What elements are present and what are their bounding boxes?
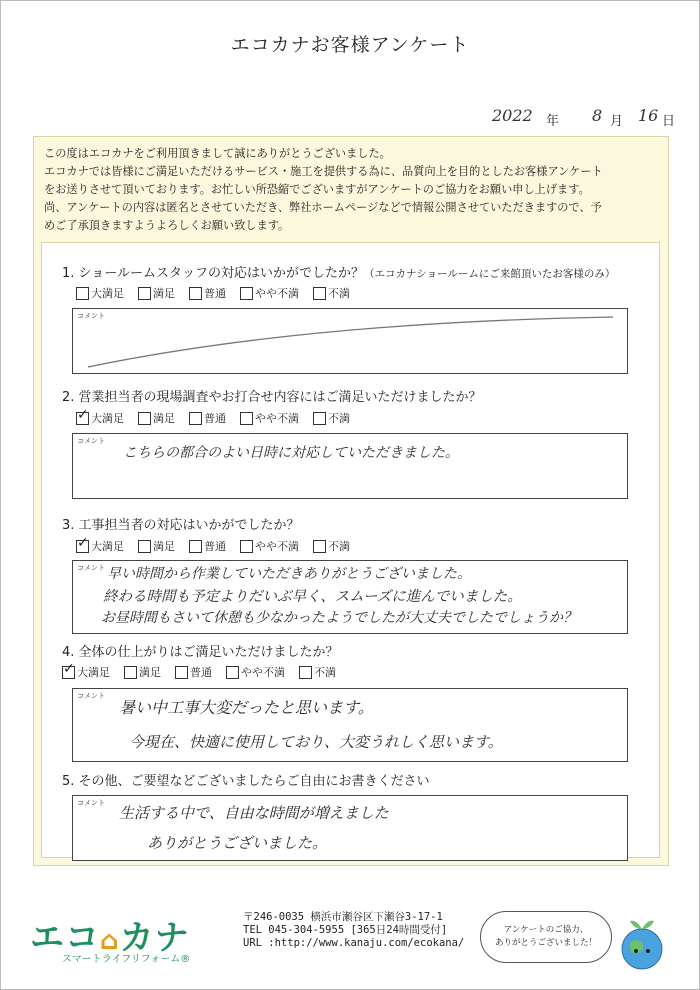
checkbox[interactable] xyxy=(240,540,253,553)
option-neutral[interactable] xyxy=(189,285,226,301)
pen-stroke xyxy=(73,309,627,373)
comment-label: コメント xyxy=(77,437,105,445)
option-label: 普通 xyxy=(204,412,226,425)
option-dissatisfied[interactable] xyxy=(313,410,350,426)
option-label: 大満足 xyxy=(91,412,124,425)
checkbox[interactable] xyxy=(240,287,253,300)
comment-line: 生活する中で、自由な時間が増えました xyxy=(119,804,389,822)
question-4: 4. 全体の仕上がりはご満足いただけましたか？ xyxy=(62,645,339,660)
comment-box-4[interactable] xyxy=(72,688,628,762)
option-label: 満足 xyxy=(153,412,175,425)
option-neutral[interactable] xyxy=(189,410,226,426)
checkbox[interactable] xyxy=(299,666,312,679)
question-3: 3. 工事担当者の対応はいかがでしたか？ xyxy=(62,518,300,533)
comment-line: お昼時間もさいて休憩も少なかったようでしたが大丈夫でしたでしょうか？ xyxy=(101,610,577,626)
comment-box-5[interactable] xyxy=(72,795,628,861)
option-label: 大満足 xyxy=(91,287,124,300)
checkbox[interactable] xyxy=(189,287,202,300)
date-year[interactable]: 2022 xyxy=(492,106,533,125)
option-label: 大満足 xyxy=(91,540,124,553)
option-very-satisfied[interactable] xyxy=(76,285,124,301)
question-2: 2. 営業担当者の現場調査やお打合せ内容にはご満足いただけましたか？ xyxy=(62,390,482,405)
option-neutral[interactable] xyxy=(189,538,226,554)
checkbox[interactable] xyxy=(189,412,202,425)
option-dissatisfied[interactable] xyxy=(313,285,350,301)
checkbox[interactable] xyxy=(138,287,151,300)
earth-mascot-icon xyxy=(612,913,672,975)
comment-line: こちらの都合のよい日時に対応していただきました。 xyxy=(123,445,459,461)
logo-subtitle: スマートライフリフォーム® xyxy=(62,954,191,965)
comment-line: 早い時間から作業していただきありがとうございました。 xyxy=(107,566,471,582)
option-satisfied[interactable] xyxy=(138,410,175,426)
checkbox[interactable] xyxy=(313,412,326,425)
checkbox[interactable] xyxy=(124,666,137,679)
checkbox[interactable] xyxy=(138,540,151,553)
checkbox[interactable] xyxy=(226,666,239,679)
option-very-satisfied[interactable] xyxy=(76,538,124,554)
comment-box-1[interactable] xyxy=(72,308,628,374)
option-label: 大満足 xyxy=(77,666,110,679)
date-year-suffix: 年 xyxy=(546,114,560,129)
checkbox-checked[interactable] xyxy=(76,412,89,425)
date-day[interactable]: 16 xyxy=(638,106,659,125)
question-1-note: （エコカナショールームにご来館頂いたお客様のみ） xyxy=(364,268,616,280)
question-1 xyxy=(62,262,615,281)
date-month[interactable]: 8 xyxy=(592,106,603,125)
option-label: やや不満 xyxy=(241,666,285,679)
page-title: エコカナお客様アンケート xyxy=(230,34,470,56)
footer xyxy=(0,905,700,985)
options-q2 xyxy=(76,410,350,426)
house-icon: ⌂ xyxy=(100,926,120,956)
option-label: 普通 xyxy=(204,540,226,553)
option-dissatisfied[interactable] xyxy=(299,664,336,680)
checkbox-checked[interactable] xyxy=(62,666,75,679)
thanks-bubble: アンケートのご協力、 ありがとうございました！ xyxy=(480,911,612,963)
option-neutral[interactable] xyxy=(175,664,212,680)
option-satisfied[interactable] xyxy=(124,664,161,680)
intro-text: この度はエコカナをご利用頂きまして誠にありがとうございました。 エコカナでは皆様にご満足いただけるサービス・施工を提供する為に、品質向上を目的としたお客様アンケート をお送りさせて頂いております。お忙しい所恐縮でございますがアンケートのご協力をお願い申し上げます。 尚、アンケートの内容は匿名とさせていただき、弊社ホームページなどで情報公開させていただきますので、予 めご了承頂きますようよろしくお願い致します。 xyxy=(44,147,603,232)
company-address: 〒246-0035 横浜市瀬谷区下瀬谷3-17-1 TEL 045-304-5955 [365日24時間受付] URL :http://www.kanaju.com/ecokana/ xyxy=(243,911,465,949)
checkbox[interactable] xyxy=(175,666,188,679)
option-somewhat-dissatisfied[interactable] xyxy=(240,285,299,301)
option-satisfied[interactable] xyxy=(138,538,175,554)
option-label: 不満 xyxy=(314,666,336,679)
option-label: やや不満 xyxy=(255,412,299,425)
comment-line: ありがとうございました。 xyxy=(147,834,328,852)
checkbox[interactable] xyxy=(138,412,151,425)
option-somewhat-dissatisfied[interactable] xyxy=(240,410,299,426)
option-label: やや不満 xyxy=(255,287,299,300)
checkbox[interactable] xyxy=(76,287,89,300)
option-label: 満足 xyxy=(153,287,175,300)
option-label: 不満 xyxy=(328,412,350,425)
option-label: 普通 xyxy=(190,666,212,679)
comment-line: 今現在、快適に使用しており、大変うれしく思います。 xyxy=(129,733,503,751)
date-month-suffix: 月 xyxy=(610,114,624,129)
option-label: 不満 xyxy=(328,540,350,553)
checkbox[interactable] xyxy=(313,287,326,300)
question-5: 5. その他、ご要望などございましたらご自由にお書きください xyxy=(62,774,430,789)
options-q3 xyxy=(76,538,350,554)
comment-label: コメント xyxy=(77,692,105,700)
comment-label: コメント xyxy=(77,564,105,572)
checkbox[interactable] xyxy=(189,540,202,553)
logo-text: エコ xyxy=(30,918,100,958)
comment-box-2[interactable] xyxy=(72,433,628,499)
logo-text: カナ xyxy=(119,918,190,958)
option-label: 普通 xyxy=(204,287,226,300)
option-very-satisfied[interactable] xyxy=(76,410,124,426)
options-q1 xyxy=(76,285,350,301)
date-day-suffix: 日 xyxy=(662,114,676,129)
checkbox-checked[interactable] xyxy=(76,540,89,553)
option-very-satisfied[interactable] xyxy=(62,664,110,680)
option-label: やや不満 xyxy=(255,540,299,553)
options-q4 xyxy=(62,664,336,680)
question-1-text: 1. ショールームスタッフの対応はいかがでしたか？ xyxy=(62,266,365,281)
option-label: 不満 xyxy=(328,287,350,300)
option-dissatisfied[interactable] xyxy=(313,538,350,554)
option-label: 満足 xyxy=(139,666,161,679)
comment-line: 終わる時間も予定よりだいぶ早く、スムーズに進んでいました。 xyxy=(103,589,522,605)
option-somewhat-dissatisfied[interactable] xyxy=(226,664,285,680)
option-label: 満足 xyxy=(153,540,175,553)
comment-label: コメント xyxy=(77,799,105,807)
option-somewhat-dissatisfied[interactable] xyxy=(240,538,299,554)
checkbox[interactable] xyxy=(240,412,253,425)
comment-label: コメント xyxy=(77,312,105,320)
comment-box-3[interactable] xyxy=(72,560,628,634)
checkbox[interactable] xyxy=(313,540,326,553)
option-satisfied[interactable] xyxy=(138,285,175,301)
comment-line: 暑い中工事大変だったと思います。 xyxy=(119,698,374,717)
